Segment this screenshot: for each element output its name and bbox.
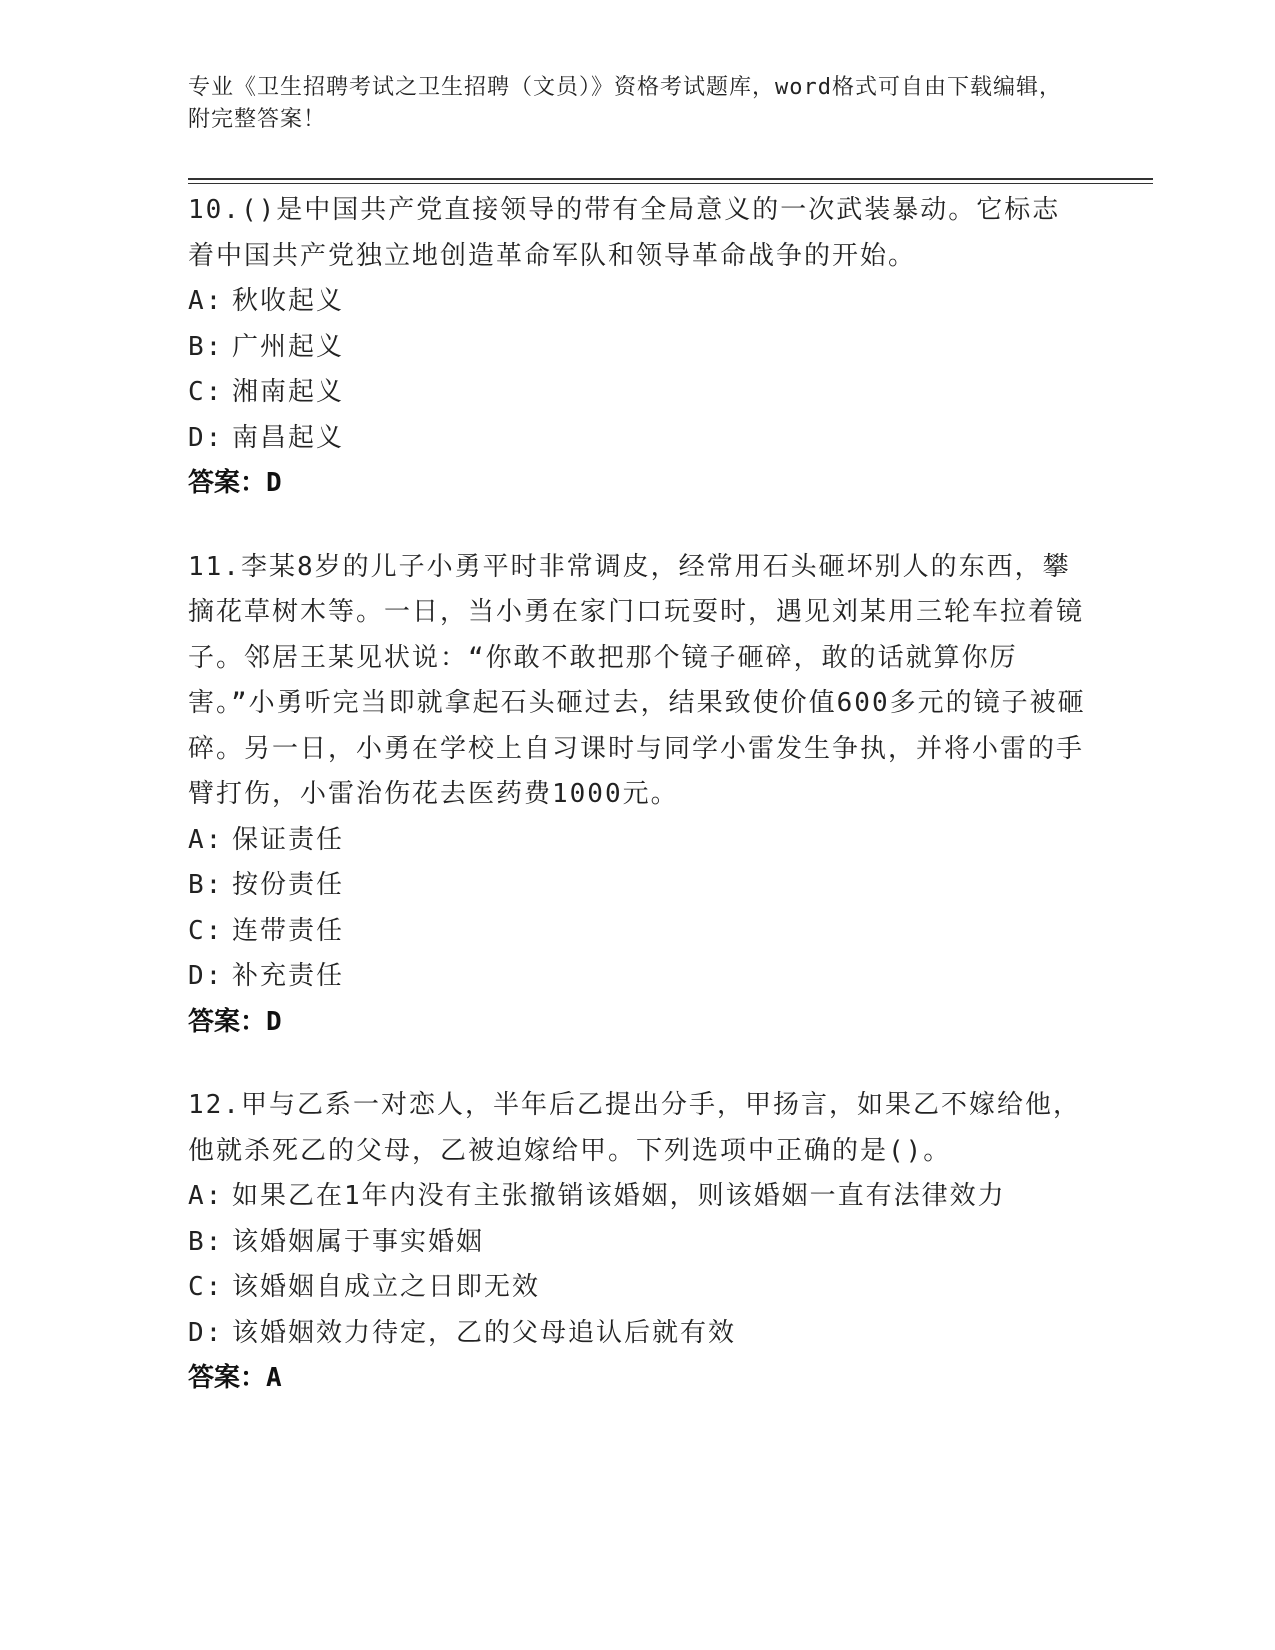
option-letter: D:	[188, 422, 224, 453]
option-text: 该婚姻属于事实婚姻	[232, 1226, 485, 1257]
option-d	[188, 416, 1088, 462]
answer-line: 答案：D	[188, 1006, 282, 1037]
option-b	[188, 863, 1088, 909]
option-a	[188, 279, 1088, 325]
option-letter: D:	[188, 1317, 224, 1348]
option-text: 如果乙在1年内没有主张撤销该婚姻，则该婚姻一直有法律效力	[232, 1181, 1006, 1211]
question-stem: 12.甲与乙系一对恋人，半年后乙提出分手，甲扬言，如果乙不嫁给他，他就杀死乙的父母，乙被迫嫁给甲。下列选项中正确的是()。	[188, 1090, 1081, 1166]
option-text: 该婚姻自成立之日即无效	[232, 1272, 541, 1302]
option-d	[188, 1311, 1088, 1357]
option-a	[188, 818, 1088, 864]
option-text: 秋收起义	[232, 286, 345, 316]
option-b	[188, 325, 1088, 371]
option-letter: A:	[188, 824, 224, 855]
option-text: 按份责任	[232, 870, 345, 900]
question-10	[188, 188, 1088, 507]
option-d	[188, 954, 1088, 1000]
option-c	[188, 1265, 1088, 1311]
question-stem: 11.李某8岁的儿子小勇平时非常调皮，经常用石头砸坏别人的东西，攀摘花草树木等。一日，当小勇在家门口玩耍时，遇见刘某用三轮车拉着镜子。邻居王某见状说：“你敢不敢把那个镜子砸碎，敢的话就算你厉害。”小勇听完当即就拿起石头砸过去，结果致使价值600多元的镜子被砸碎。另一日，小勇在学校上自习课时与同学小雷发生争执，并将小雷的手臂打伤，小雷治伤花去医药费1000元。	[188, 551, 1086, 809]
option-letter: B:	[188, 331, 224, 362]
option-text: 保证责任	[232, 824, 345, 855]
option-text: 南昌起义	[232, 422, 345, 453]
option-letter: A:	[188, 1181, 224, 1211]
option-text: 连带责任	[232, 915, 345, 946]
option-text: 湘南起义	[232, 377, 345, 407]
question-stem: 10.()是中国共产党直接领导的带有全局意义的一次武装暴动。它标志着中国共产党独立地创造革命军队和领导革命战争的开始。	[188, 195, 1061, 271]
option-b	[188, 1220, 1088, 1266]
option-letter: C:	[188, 1272, 224, 1302]
option-c	[188, 909, 1088, 955]
option-text: 补充责任	[232, 961, 345, 991]
option-letter: D:	[188, 961, 224, 991]
option-letter: C:	[188, 915, 224, 946]
header-rule-thick	[188, 178, 1153, 180]
option-text: 该婚姻效力待定，乙的父母追认后就有效	[232, 1317, 737, 1348]
option-text: 广州起义	[232, 331, 345, 362]
option-letter: A:	[188, 286, 224, 316]
question-list	[188, 188, 1088, 1440]
option-letter: B:	[188, 870, 224, 900]
option-letter: C:	[188, 377, 224, 407]
answer-line: 答案：D	[188, 468, 282, 498]
option-c	[188, 370, 1088, 416]
answer-line: 答案：A	[188, 1363, 282, 1393]
question-11	[188, 545, 1088, 1046]
question-12	[188, 1083, 1088, 1402]
option-letter: B:	[188, 1226, 224, 1257]
document-header: 专业《卫生招聘考试之卫生招聘（文员）》资格考试题库，word格式可自由下载编辑，附完整答案！	[188, 75, 1062, 132]
option-a	[188, 1174, 1088, 1220]
header-rule-thin	[188, 183, 1153, 184]
